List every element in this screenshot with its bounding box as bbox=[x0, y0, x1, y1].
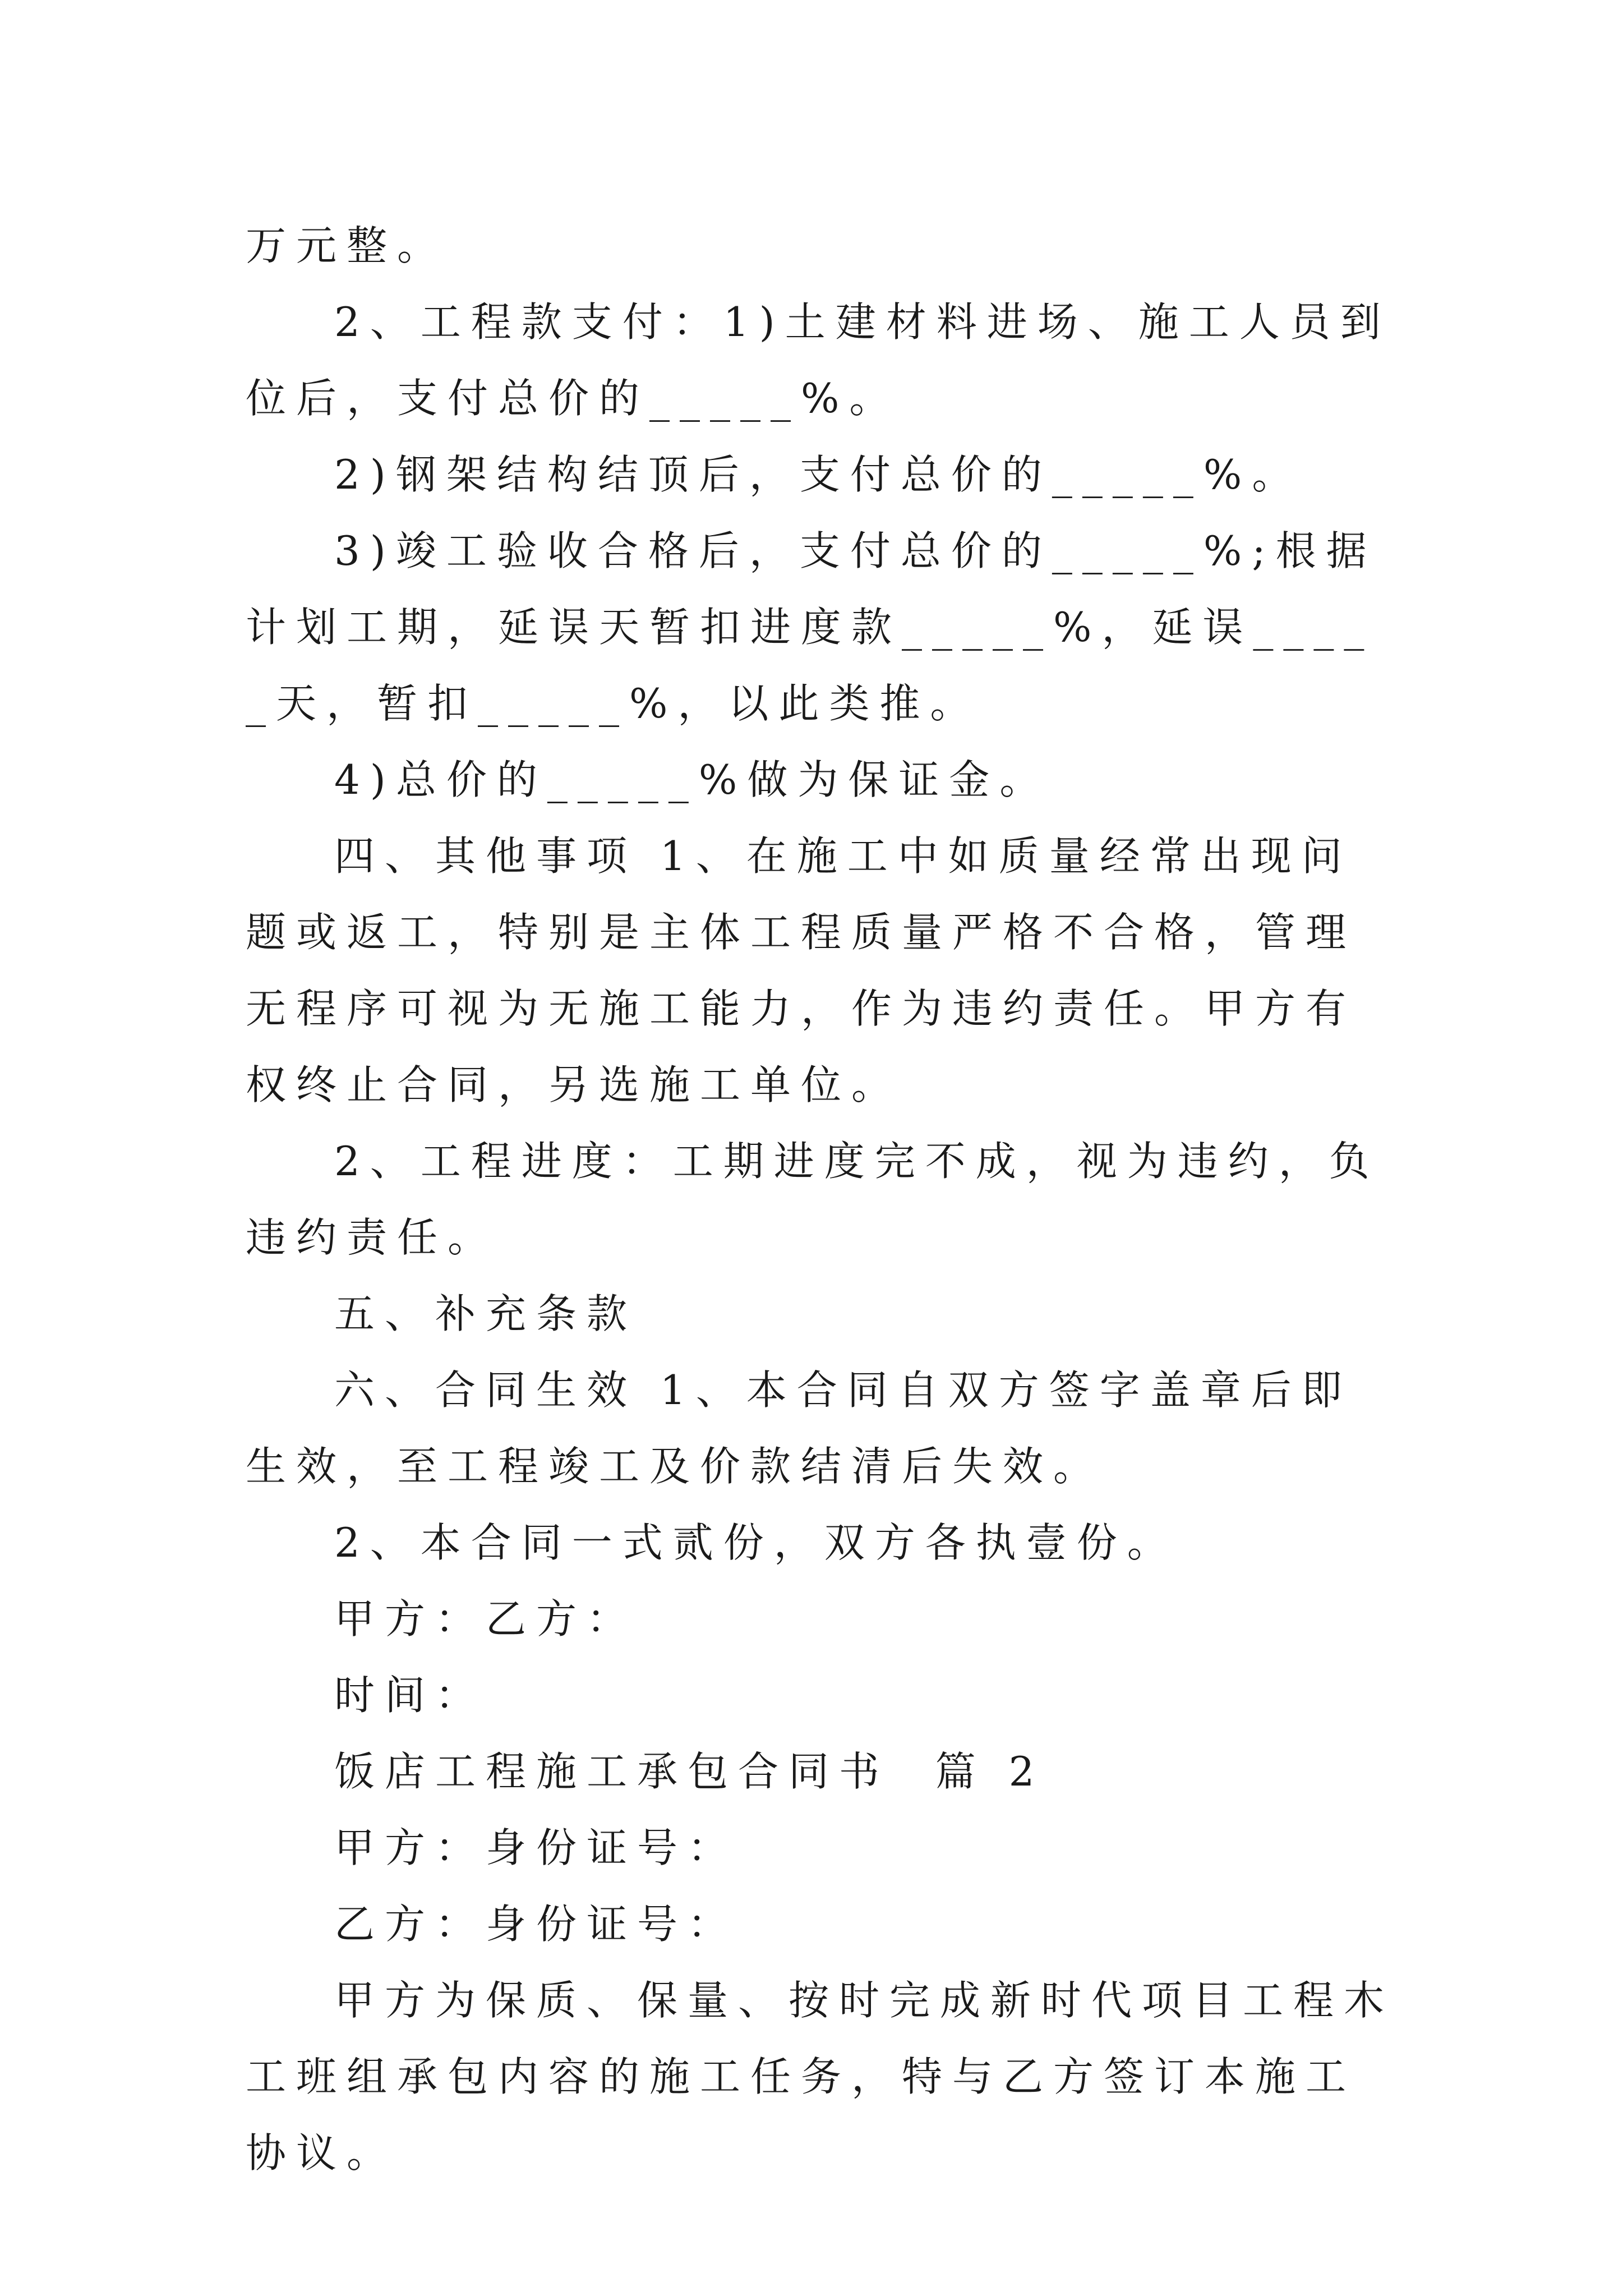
paragraph-progress: 2、工程进度：工期进度完不成，视为违约，负违约责任。 bbox=[246, 1138, 1380, 1261]
paragraph-time: 时间： bbox=[334, 1672, 486, 1719]
paragraph-payment-1: 2、工程款支付：1)土建材料进场、施工人员到位后，支付总价的_____%。 bbox=[246, 298, 1391, 422]
paragraph-payment-4: 4)总价的_____%做为保证金。 bbox=[334, 756, 1050, 803]
section-heading: 饭店工程施工承包合同书 篇 2 bbox=[334, 1748, 1045, 1795]
paragraph-purpose: 甲方为保质、保量、按时完成新时代项目工程木工班组承包内容的施工任务，特与乙方签订本施工协议。 bbox=[246, 1977, 1395, 2177]
paragraph-other-matters: 四、其他事项 1、在施工中如质量经常出现问题或返工，特别是主体工程质量严格不合格，管理无程序可视为无施工能力，作为违约责任。甲方有权终止合同，另选施工单位。 bbox=[246, 832, 1357, 1108]
paragraph-payment-2: 2)钢架结构结顶后，支付总价的_____%。 bbox=[334, 451, 1303, 498]
paragraph-copies: 2、本合同一式贰份，双方各执壹份。 bbox=[334, 1519, 1178, 1566]
document-body bbox=[246, 208, 1401, 2191]
paragraph-supplementary: 五、补充条款 bbox=[334, 1290, 638, 1337]
paragraph-party-b-id: 乙方：身份证号： bbox=[334, 1901, 739, 1948]
paragraph-effect: 六、合同生效 1、本合同自双方签字盖章后即生效，至工程竣工及价款结清后失效。 bbox=[246, 1366, 1352, 1490]
paragraph-amount-end: 万元整。 bbox=[246, 222, 448, 269]
paragraph-party-a-id: 甲方：身份证号： bbox=[334, 1824, 739, 1871]
paragraph-payment-3: 3)竣工验收合格后，支付总价的_____%;根据计划工期，延误天暂扣进度款_____%，延误_____天，暂扣_____%，以此类推。 bbox=[246, 527, 1377, 727]
paragraph-parties: 甲方：乙方： bbox=[334, 1595, 638, 1642]
